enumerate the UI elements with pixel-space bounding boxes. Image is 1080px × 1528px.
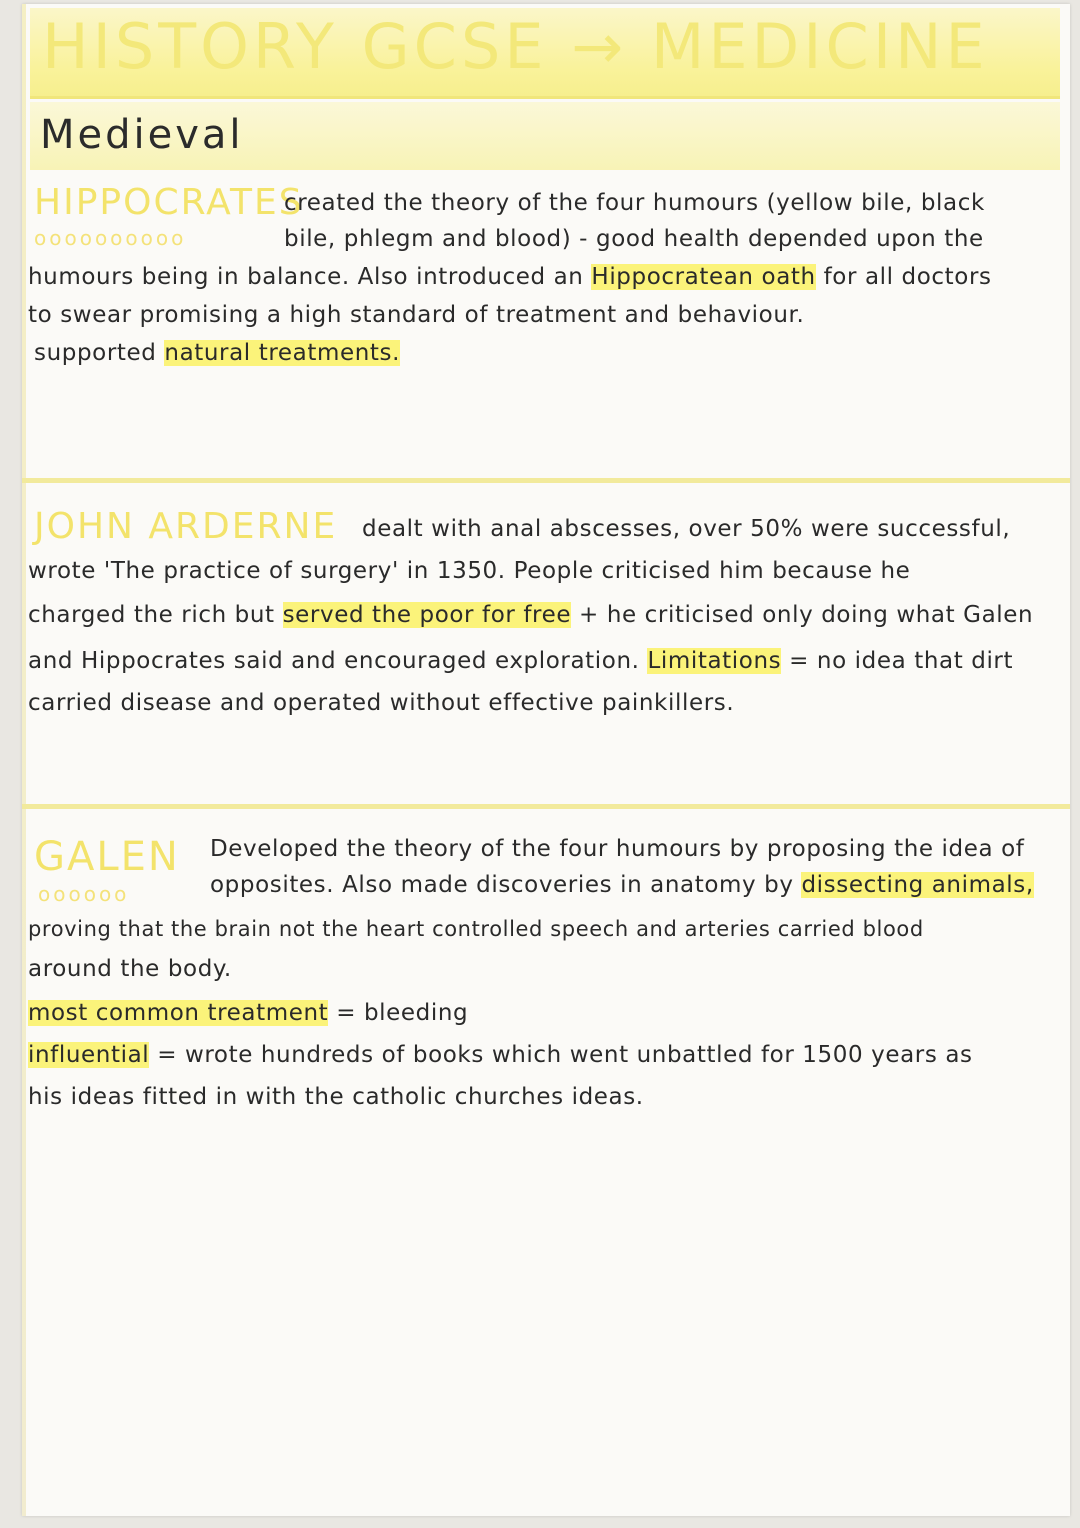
text-line: Developed the theory of the four humours by proposing the idea of <box>210 836 1025 862</box>
text-line <box>28 1036 973 1074</box>
text-line: carried disease and operated without effective painkillers. <box>28 690 735 716</box>
section-heading: GALEN <box>34 834 180 880</box>
text-segment: charged the rich but <box>28 602 275 628</box>
section-divider <box>22 478 1070 483</box>
text-line <box>28 258 992 296</box>
text-segment: for all doctors <box>823 264 992 290</box>
highlight-text: most common treatment <box>28 1000 329 1026</box>
text-segment: humours being in balance. Also introduced an <box>28 264 584 290</box>
highlight-text: Hippocratean oath <box>591 264 816 290</box>
text-segment: = wrote hundreds of books which went unbattled for 1500 years as <box>157 1042 973 1068</box>
highlight-text: Limitations <box>647 648 782 674</box>
text-segment: supported <box>34 340 157 366</box>
text-line: dealt with anal abscesses, over 50% were successful, <box>362 516 1011 542</box>
text-line: around the body. <box>28 956 232 982</box>
page-subtitle: Medieval <box>40 112 244 158</box>
text-line <box>28 994 468 1032</box>
text-segment: and Hippocrates said and encouraged exploration. <box>28 648 640 674</box>
decoration-circles: oooooooooo <box>34 226 187 250</box>
decoration-circles: oooooo <box>38 882 130 906</box>
text-segment: = bleeding <box>336 1000 469 1026</box>
text-line <box>28 642 1013 680</box>
highlight-text: served the poor for free <box>282 602 572 628</box>
text-line <box>210 866 1034 904</box>
subtitle-banner <box>30 102 1060 170</box>
text-line: bile, phlegm and blood) - good health depended upon the <box>284 226 984 252</box>
text-line: proving that the brain not the heart controlled speech and arteries carried blood <box>28 917 924 941</box>
text-segment: + he criticised only doing what Galen <box>579 602 1034 628</box>
section-heading: HIPPOCRATES <box>34 182 304 223</box>
text-line: wrote 'The practice of surgery' in 1350. People criticised him because he <box>28 558 911 584</box>
text-line: his ideas fitted in with the catholic churches ideas. <box>28 1084 644 1110</box>
title-banner <box>30 8 1060 99</box>
highlight-text: influential <box>28 1042 150 1068</box>
section-divider <box>22 804 1070 809</box>
text-segment: = no idea that dirt <box>789 648 1014 674</box>
text-line: to swear promising a high standard of treatment and behaviour. <box>28 302 805 328</box>
section-heading: JOHN ARDERNE <box>34 506 338 547</box>
page-title: HISTORY GCSE → MEDICINE <box>42 10 989 83</box>
text-segment: opposites. Also made discoveries in anatomy by <box>210 872 794 898</box>
text-line <box>34 334 400 372</box>
highlight-text: dissecting animals, <box>801 872 1034 898</box>
notebook-page <box>22 4 1070 1516</box>
text-line <box>28 596 1033 634</box>
text-line: created the theory of the four humours (yellow bile, black <box>284 190 985 216</box>
highlight-text: natural treatments. <box>164 340 400 366</box>
